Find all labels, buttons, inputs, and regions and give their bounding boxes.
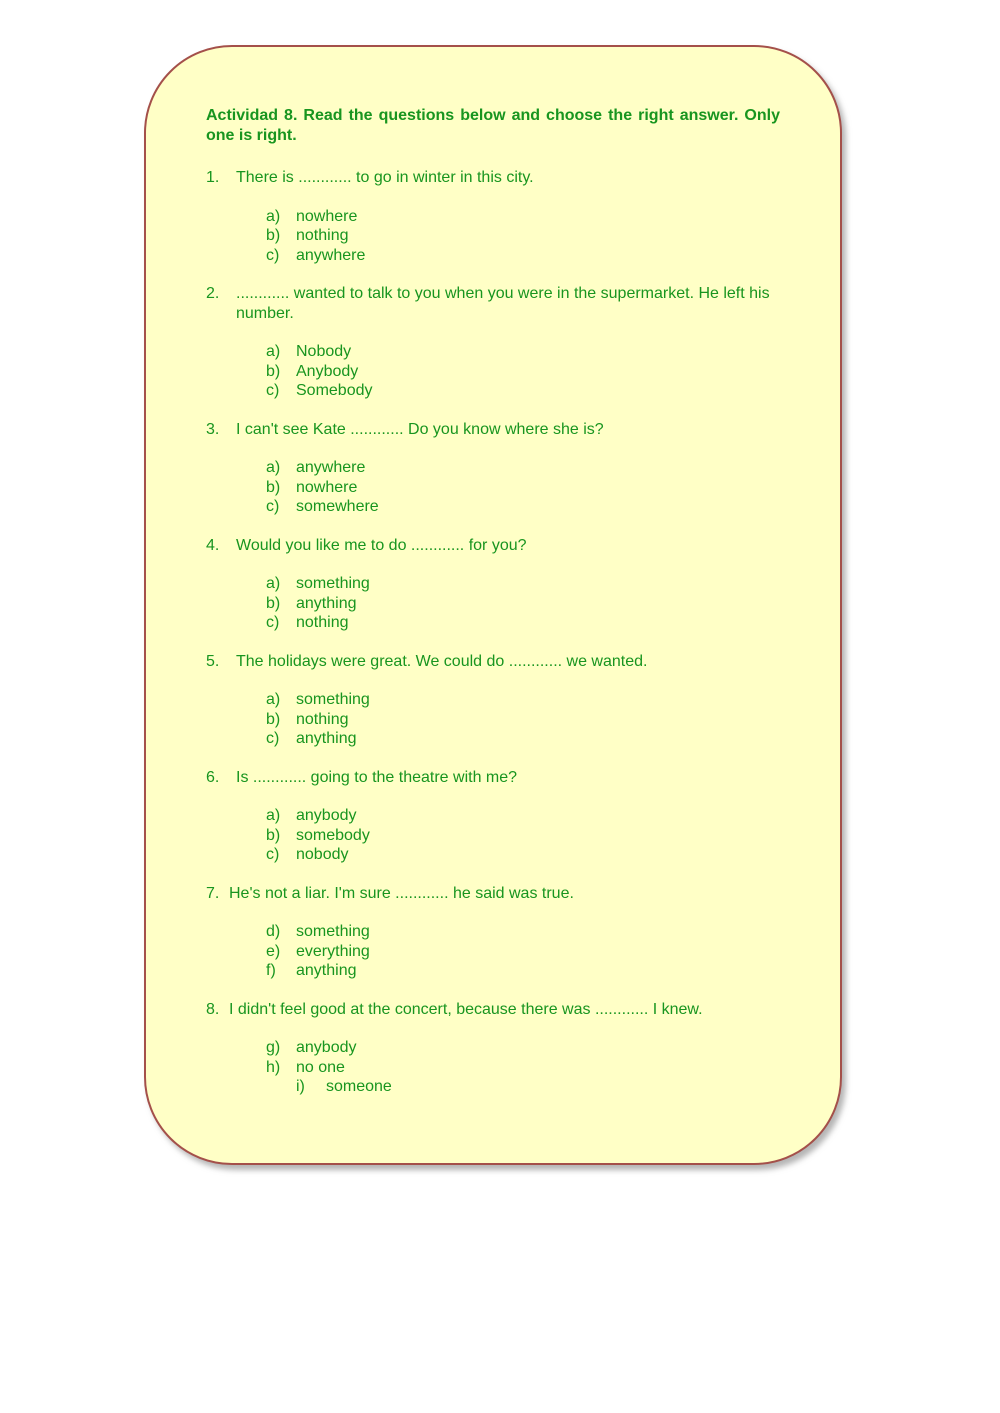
question-number: 2. (206, 285, 220, 302)
answer-option[interactable] (266, 826, 780, 846)
option-text: nothing (296, 710, 349, 728)
answer-option[interactable] (266, 246, 780, 266)
question-2 (206, 284, 780, 323)
answer-options (266, 1038, 780, 1097)
answer-option[interactable] (266, 1058, 780, 1078)
question-text: He's not a liar. I'm sure ............ he said was true. (229, 884, 574, 902)
answer-option[interactable] (266, 458, 780, 478)
question-number: 7. (206, 884, 220, 902)
option-letter: b) (266, 362, 281, 380)
answer-options (266, 342, 780, 401)
option-text: something (296, 575, 370, 592)
option-letter: a) (266, 575, 281, 592)
question-text: Is ............ going to the theatre with me? (236, 768, 518, 786)
option-text: anybody (296, 1039, 357, 1056)
answer-option[interactable] (266, 362, 780, 382)
answer-options (266, 458, 780, 517)
question-text: I didn't feel good at the concert, because there was ............ I knew. (229, 1000, 703, 1018)
answer-option[interactable] (266, 381, 780, 401)
answer-option[interactable] (266, 710, 780, 730)
question-text: The holidays were great. We could do ............ we wanted. (236, 652, 648, 670)
answer-options (266, 806, 780, 865)
answer-option[interactable] (296, 1077, 780, 1097)
answer-options (266, 922, 780, 981)
option-letter: c) (266, 730, 280, 747)
option-text: anywhere (296, 246, 366, 264)
option-text: anything (296, 594, 357, 612)
answer-option[interactable] (266, 207, 780, 227)
question-number: 6. (206, 768, 220, 786)
question-1 (206, 168, 780, 188)
question-5 (206, 652, 780, 672)
question-text: ............ wanted to talk to you when you were in the supermarket. He left his number. (236, 285, 770, 322)
option-text: someone (326, 1078, 392, 1095)
option-letter: a) (266, 343, 281, 360)
answer-options (266, 574, 780, 633)
answer-option[interactable] (266, 690, 780, 710)
answer-option[interactable] (266, 942, 780, 962)
option-letter: c) (266, 246, 280, 264)
question-number: 8. (206, 1000, 220, 1018)
answer-options (266, 690, 780, 749)
question-number: 3. (206, 420, 220, 438)
option-letter: c) (266, 614, 280, 631)
option-text: nobody (296, 846, 349, 863)
answer-option[interactable] (266, 497, 780, 517)
option-text: Nobody (296, 343, 352, 360)
question-6 (206, 768, 780, 788)
answer-option[interactable] (266, 613, 780, 633)
option-letter: e) (266, 942, 281, 960)
answer-option[interactable] (266, 806, 780, 826)
option-letter: b) (266, 710, 281, 728)
answer-option[interactable] (266, 478, 780, 498)
option-letter: c) (266, 846, 280, 863)
option-text: anything (296, 962, 357, 979)
option-text: everything (296, 942, 370, 960)
answer-option[interactable] (266, 1038, 780, 1058)
question-text: I can't see Kate ............ Do you know where she is? (236, 420, 604, 438)
question-text: Would you like me to do ............ for you? (236, 536, 527, 554)
option-letter: b) (266, 227, 281, 244)
option-text: anything (296, 730, 357, 747)
worksheet-content (206, 106, 780, 1116)
activity-heading: Actividad 8. Read the questions below and choose the right answer. Only one is right. (206, 107, 780, 144)
answer-option[interactable] (266, 961, 780, 981)
question-number: 4. (206, 536, 220, 554)
question-3 (206, 420, 780, 440)
question-number: 5. (206, 652, 220, 670)
option-text: nowhere (296, 207, 358, 225)
answer-option[interactable] (266, 729, 780, 749)
option-text: nowhere (296, 478, 358, 496)
question-8 (206, 1000, 780, 1020)
option-text: Anybody (296, 362, 359, 380)
answer-option[interactable] (266, 922, 780, 942)
answer-option[interactable] (266, 574, 780, 594)
option-text: nothing (296, 227, 349, 244)
answer-option[interactable] (266, 226, 780, 246)
option-letter: g) (266, 1039, 281, 1056)
option-text: something (296, 923, 370, 940)
option-text: somebody (296, 826, 370, 844)
option-letter: b) (266, 478, 281, 496)
option-letter: c) (266, 382, 280, 399)
option-text: Somebody (296, 382, 373, 399)
option-letter: a) (266, 459, 281, 476)
answer-option[interactable] (266, 342, 780, 362)
option-letter: a) (266, 207, 281, 225)
option-letter: h) (266, 1058, 281, 1076)
option-letter: c) (266, 498, 280, 515)
option-letter: d) (266, 923, 281, 940)
question-7 (206, 884, 780, 904)
option-letter: f) (266, 962, 276, 979)
option-text: nothing (296, 614, 349, 631)
answer-option[interactable] (266, 845, 780, 865)
answer-option[interactable] (266, 594, 780, 614)
question-4 (206, 536, 780, 556)
option-letter: a) (266, 691, 281, 708)
option-text: no one (296, 1058, 345, 1076)
option-text: something (296, 691, 370, 708)
option-letter: i) (296, 1078, 305, 1095)
option-text: anybody (296, 807, 357, 824)
option-letter: a) (266, 807, 281, 824)
option-text: anywhere (296, 459, 366, 476)
option-letter: b) (266, 594, 281, 612)
option-text: somewhere (296, 498, 379, 515)
question-number: 1. (206, 169, 220, 186)
answer-options (266, 207, 780, 266)
question-text: There is ............ to go in winter in this city. (236, 169, 534, 186)
option-letter: b) (266, 826, 281, 844)
